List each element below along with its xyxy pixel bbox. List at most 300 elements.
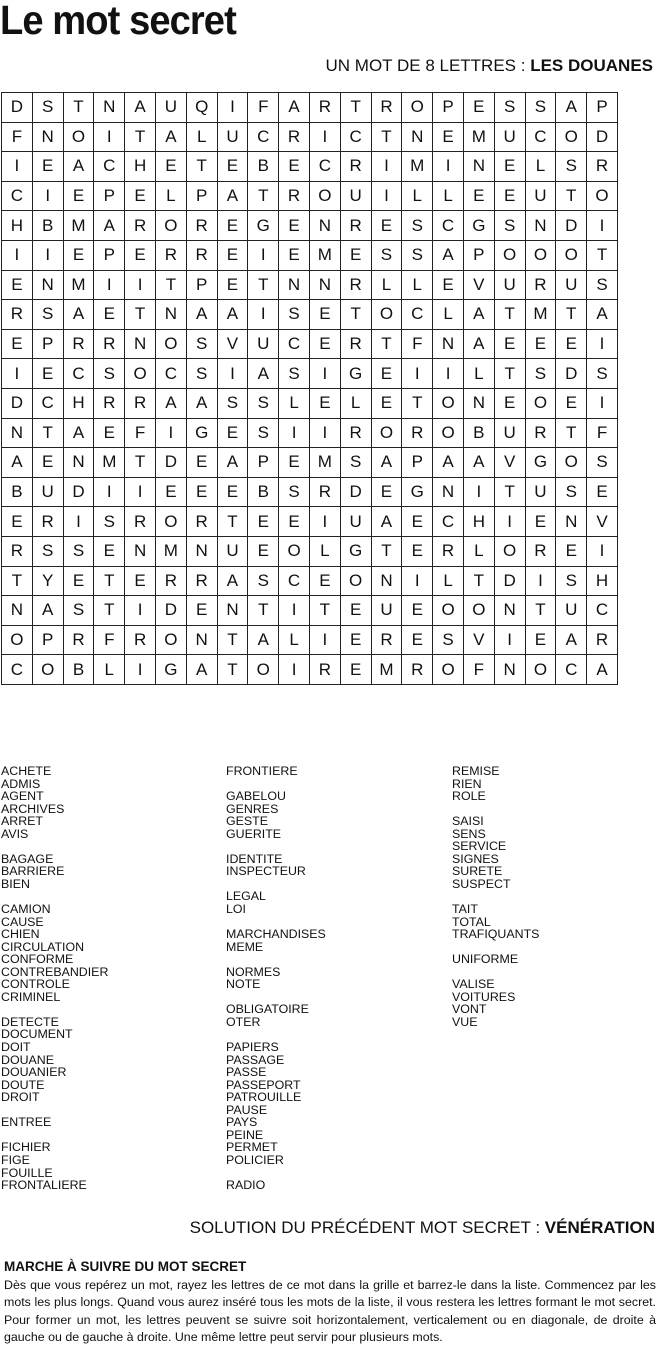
grid-cell[interactable]: C <box>279 566 310 596</box>
grid-cell[interactable]: I <box>2 240 33 270</box>
word-list-item[interactable]: CHIEN <box>1 927 40 942</box>
grid-cell[interactable]: R <box>279 122 310 152</box>
word-list-item[interactable]: GENRES <box>226 801 279 816</box>
grid-cell[interactable]: I <box>217 93 248 123</box>
grid-cell[interactable]: D <box>155 596 186 626</box>
grid-cell[interactable]: O <box>494 240 525 270</box>
grid-cell[interactable]: A <box>279 93 310 123</box>
grid-cell[interactable]: E <box>371 477 402 507</box>
grid-cell[interactable]: G <box>340 536 371 566</box>
grid-cell[interactable]: I <box>371 152 402 182</box>
grid-cell[interactable]: I <box>279 655 310 685</box>
grid-cell[interactable]: N <box>463 152 494 182</box>
grid-cell[interactable]: S <box>32 536 63 566</box>
grid-cell[interactable]: I <box>433 152 464 182</box>
grid-cell[interactable]: S <box>32 300 63 330</box>
word-list-item[interactable]: MEME <box>226 939 264 954</box>
word-list-item[interactable]: BAGAGE <box>1 851 54 866</box>
grid-cell[interactable]: M <box>309 448 340 478</box>
grid-cell[interactable]: A <box>32 596 63 626</box>
grid-cell[interactable]: A <box>248 359 279 389</box>
grid-cell[interactable]: A <box>556 93 587 123</box>
grid-cell[interactable]: O <box>155 625 186 655</box>
grid-cell[interactable]: E <box>371 388 402 418</box>
grid-cell[interactable]: I <box>125 596 156 626</box>
grid-cell[interactable]: M <box>94 448 125 478</box>
grid-cell[interactable]: R <box>125 507 156 537</box>
grid-cell[interactable]: R <box>587 152 618 182</box>
grid-cell[interactable]: I <box>248 300 279 330</box>
grid-cell[interactable]: T <box>94 596 125 626</box>
grid-cell[interactable]: U <box>340 507 371 537</box>
grid-cell[interactable]: R <box>155 240 186 270</box>
grid-cell[interactable]: A <box>217 566 248 596</box>
grid-cell[interactable]: R <box>309 477 340 507</box>
grid-cell[interactable]: E <box>186 596 217 626</box>
word-list-item[interactable]: FOUILLE <box>1 1165 53 1180</box>
word-list-item[interactable]: ROLE <box>452 789 486 804</box>
grid-cell[interactable]: C <box>2 655 33 685</box>
grid-cell[interactable]: I <box>587 388 618 418</box>
grid-cell[interactable]: H <box>587 566 618 596</box>
grid-cell[interactable]: C <box>309 152 340 182</box>
grid-cell[interactable]: D <box>2 388 33 418</box>
grid-cell[interactable]: E <box>279 448 310 478</box>
grid-cell[interactable]: S <box>186 359 217 389</box>
grid-cell[interactable]: N <box>217 596 248 626</box>
word-list-item[interactable]: NOTE <box>226 977 261 992</box>
grid-cell[interactable]: T <box>248 270 279 300</box>
grid-cell[interactable]: N <box>186 536 217 566</box>
grid-cell[interactable]: E <box>217 152 248 182</box>
word-list-item[interactable]: PAUSE <box>226 1102 268 1117</box>
grid-cell[interactable]: S <box>433 625 464 655</box>
grid-cell[interactable]: O <box>525 388 556 418</box>
grid-cell[interactable]: C <box>433 211 464 241</box>
grid-cell[interactable]: S <box>217 388 248 418</box>
grid-cell[interactable]: R <box>309 93 340 123</box>
grid-cell[interactable]: G <box>402 477 433 507</box>
grid-cell[interactable]: T <box>248 181 279 211</box>
grid-cell[interactable]: U <box>155 93 186 123</box>
grid-cell[interactable]: I <box>2 152 33 182</box>
grid-cell[interactable]: O <box>433 388 464 418</box>
grid-cell[interactable]: R <box>402 655 433 685</box>
grid-cell[interactable]: R <box>279 181 310 211</box>
grid-cell[interactable]: V <box>463 270 494 300</box>
grid-cell[interactable]: G <box>155 655 186 685</box>
grid-cell[interactable]: D <box>63 477 94 507</box>
grid-cell[interactable]: C <box>248 122 279 152</box>
grid-cell[interactable]: S <box>279 477 310 507</box>
grid-cell[interactable]: G <box>248 211 279 241</box>
grid-cell[interactable]: P <box>186 181 217 211</box>
grid-cell[interactable]: T <box>217 655 248 685</box>
word-list-item[interactable]: VOITURES <box>452 989 516 1004</box>
grid-cell[interactable]: O <box>556 240 587 270</box>
grid-cell[interactable]: E <box>556 329 587 359</box>
grid-cell[interactable]: S <box>63 596 94 626</box>
grid-cell[interactable]: D <box>2 93 33 123</box>
grid-cell[interactable]: T <box>63 93 94 123</box>
grid-cell[interactable]: T <box>217 625 248 655</box>
word-list-item[interactable]: PATROUILLE <box>226 1090 302 1105</box>
word-list-item[interactable]: DOIT <box>1 1040 31 1055</box>
grid-cell[interactable]: C <box>587 596 618 626</box>
grid-cell[interactable]: S <box>587 359 618 389</box>
grid-cell[interactable]: A <box>217 448 248 478</box>
grid-cell[interactable]: F <box>587 418 618 448</box>
grid-cell[interactable]: T <box>340 93 371 123</box>
grid-cell[interactable]: B <box>248 477 279 507</box>
grid-cell[interactable]: E <box>340 240 371 270</box>
grid-cell[interactable]: M <box>63 270 94 300</box>
word-list-item[interactable]: PASSAGE <box>226 1052 285 1067</box>
word-list-item[interactable]: DETECTE <box>1 1014 59 1029</box>
grid-cell[interactable]: Y <box>32 566 63 596</box>
grid-cell[interactable]: T <box>402 388 433 418</box>
grid-cell[interactable]: A <box>155 122 186 152</box>
grid-cell[interactable]: U <box>248 329 279 359</box>
grid-cell[interactable]: I <box>125 655 156 685</box>
grid-cell[interactable]: M <box>463 122 494 152</box>
grid-cell[interactable]: S <box>279 359 310 389</box>
word-list-item[interactable]: CONTROLE <box>1 977 70 992</box>
grid-cell[interactable]: Q <box>186 93 217 123</box>
grid-cell[interactable]: E <box>402 536 433 566</box>
grid-cell[interactable]: U <box>371 596 402 626</box>
grid-cell[interactable]: U <box>217 536 248 566</box>
grid-cell[interactable]: A <box>587 655 618 685</box>
grid-cell[interactable]: E <box>248 507 279 537</box>
grid-cell[interactable]: E <box>217 418 248 448</box>
grid-cell[interactable]: R <box>186 211 217 241</box>
grid-cell[interactable]: N <box>32 122 63 152</box>
grid-cell[interactable]: N <box>94 93 125 123</box>
grid-cell[interactable]: S <box>340 448 371 478</box>
grid-cell[interactable]: C <box>279 329 310 359</box>
grid-cell[interactable]: S <box>494 93 525 123</box>
word-list-item[interactable]: ARCHIVES <box>1 801 65 816</box>
grid-cell[interactable]: D <box>340 477 371 507</box>
word-list-item[interactable]: RADIO <box>226 1178 266 1193</box>
grid-cell[interactable]: E <box>402 507 433 537</box>
word-list-item[interactable]: OBLIGATOIRE <box>226 1002 309 1017</box>
grid-cell[interactable]: A <box>94 211 125 241</box>
grid-cell[interactable]: O <box>2 625 33 655</box>
grid-cell[interactable]: T <box>371 329 402 359</box>
word-list-item[interactable]: DROIT <box>1 1090 40 1105</box>
grid-cell[interactable]: T <box>32 418 63 448</box>
grid-cell[interactable]: U <box>217 122 248 152</box>
grid-cell[interactable]: R <box>125 211 156 241</box>
grid-cell[interactable]: V <box>587 507 618 537</box>
grid-cell[interactable]: U <box>340 181 371 211</box>
grid-cell[interactable]: T <box>371 122 402 152</box>
word-list-item[interactable]: ARRET <box>1 814 43 829</box>
grid-cell[interactable]: I <box>309 359 340 389</box>
grid-cell[interactable]: A <box>63 418 94 448</box>
grid-cell[interactable]: N <box>494 655 525 685</box>
grid-cell[interactable]: V <box>463 625 494 655</box>
grid-cell[interactable]: N <box>433 477 464 507</box>
grid-cell[interactable]: E <box>309 566 340 596</box>
grid-cell[interactable]: T <box>463 566 494 596</box>
grid-cell[interactable]: L <box>402 181 433 211</box>
word-list-item[interactable]: SIGNES <box>452 851 499 866</box>
grid-cell[interactable]: S <box>556 477 587 507</box>
grid-cell[interactable]: M <box>63 211 94 241</box>
grid-cell[interactable]: C <box>63 359 94 389</box>
grid-cell[interactable]: I <box>32 181 63 211</box>
grid-cell[interactable]: E <box>587 477 618 507</box>
grid-cell[interactable]: T <box>155 270 186 300</box>
grid-cell[interactable]: L <box>525 152 556 182</box>
word-list-item[interactable]: CONFORME <box>1 952 74 967</box>
grid-cell[interactable]: E <box>186 448 217 478</box>
grid-cell[interactable]: O <box>525 655 556 685</box>
word-list-item[interactable]: VONT <box>452 1002 487 1017</box>
grid-cell[interactable]: E <box>525 507 556 537</box>
grid-cell[interactable]: E <box>309 300 340 330</box>
grid-cell[interactable]: E <box>371 359 402 389</box>
grid-cell[interactable]: L <box>463 359 494 389</box>
grid-cell[interactable]: L <box>433 300 464 330</box>
grid-cell[interactable]: E <box>217 477 248 507</box>
grid-cell[interactable]: T <box>494 359 525 389</box>
grid-cell[interactable]: S <box>525 359 556 389</box>
word-list-item[interactable]: AVIS <box>1 826 29 841</box>
grid-cell[interactable]: L <box>371 270 402 300</box>
grid-cell[interactable]: S <box>248 418 279 448</box>
grid-cell[interactable]: I <box>494 625 525 655</box>
grid-cell[interactable]: I <box>309 418 340 448</box>
grid-cell[interactable]: T <box>556 418 587 448</box>
grid-cell[interactable]: A <box>248 625 279 655</box>
grid-cell[interactable]: R <box>186 240 217 270</box>
grid-cell[interactable]: I <box>402 359 433 389</box>
grid-cell[interactable]: T <box>94 566 125 596</box>
grid-cell[interactable]: I <box>248 240 279 270</box>
grid-cell[interactable]: I <box>94 122 125 152</box>
word-list-item[interactable]: FICHIER <box>1 1140 51 1155</box>
grid-cell[interactable]: D <box>494 566 525 596</box>
word-list-item[interactable]: DOUTE <box>1 1077 45 1092</box>
grid-cell[interactable]: F <box>2 122 33 152</box>
grid-cell[interactable]: F <box>402 329 433 359</box>
grid-cell[interactable]: P <box>248 448 279 478</box>
grid-cell[interactable]: N <box>309 270 340 300</box>
grid-cell[interactable]: E <box>494 329 525 359</box>
grid-cell[interactable]: O <box>279 536 310 566</box>
grid-cell[interactable]: N <box>125 536 156 566</box>
grid-cell[interactable]: P <box>32 329 63 359</box>
grid-cell[interactable]: A <box>186 655 217 685</box>
grid-cell[interactable]: O <box>494 536 525 566</box>
grid-cell[interactable]: U <box>556 270 587 300</box>
grid-cell[interactable]: S <box>279 300 310 330</box>
grid-cell[interactable]: R <box>94 388 125 418</box>
grid-cell[interactable]: V <box>494 448 525 478</box>
grid-cell[interactable]: E <box>94 300 125 330</box>
grid-cell[interactable]: T <box>217 507 248 537</box>
grid-cell[interactable]: M <box>371 655 402 685</box>
grid-cell[interactable]: E <box>63 240 94 270</box>
grid-cell[interactable]: N <box>32 270 63 300</box>
grid-cell[interactable]: R <box>340 418 371 448</box>
grid-cell[interactable]: C <box>32 388 63 418</box>
word-list-item[interactable]: ADMIS <box>1 776 41 791</box>
grid-cell[interactable]: M <box>309 240 340 270</box>
grid-cell[interactable]: U <box>494 418 525 448</box>
word-list-item[interactable]: DOCUMENT <box>1 1027 73 1042</box>
word-list-item[interactable]: CRIMINEL <box>1 989 61 1004</box>
grid-cell[interactable]: P <box>32 625 63 655</box>
grid-cell[interactable]: O <box>371 300 402 330</box>
grid-cell[interactable]: O <box>155 329 186 359</box>
grid-cell[interactable]: N <box>155 300 186 330</box>
grid-cell[interactable]: L <box>186 122 217 152</box>
grid-cell[interactable]: E <box>217 270 248 300</box>
grid-cell[interactable]: I <box>279 596 310 626</box>
grid-cell[interactable]: E <box>556 388 587 418</box>
grid-cell[interactable]: E <box>279 211 310 241</box>
grid-cell[interactable]: L <box>309 536 340 566</box>
grid-cell[interactable]: O <box>63 122 94 152</box>
word-list-item[interactable]: CONTREBANDIER <box>1 964 109 979</box>
word-list-item[interactable]: NORMES <box>226 964 281 979</box>
word-list-item[interactable]: BIEN <box>1 876 30 891</box>
grid-cell[interactable]: E <box>279 507 310 537</box>
grid-cell[interactable]: L <box>433 566 464 596</box>
word-list-item[interactable]: DOUANIER <box>1 1065 67 1080</box>
grid-cell[interactable]: F <box>463 655 494 685</box>
grid-cell[interactable]: E <box>32 152 63 182</box>
grid-cell[interactable]: T <box>125 448 156 478</box>
grid-cell[interactable]: N <box>556 507 587 537</box>
grid-cell[interactable]: T <box>340 300 371 330</box>
word-list-item[interactable]: GABELOU <box>226 789 286 804</box>
grid-cell[interactable]: I <box>494 507 525 537</box>
grid-cell[interactable]: S <box>525 93 556 123</box>
grid-cell[interactable]: I <box>463 477 494 507</box>
grid-cell[interactable]: P <box>587 93 618 123</box>
grid-cell[interactable]: I <box>433 359 464 389</box>
grid-cell[interactable]: E <box>217 211 248 241</box>
grid-cell[interactable]: R <box>587 625 618 655</box>
grid-cell[interactable]: R <box>340 152 371 182</box>
grid-cell[interactable]: O <box>433 418 464 448</box>
grid-cell[interactable]: L <box>433 181 464 211</box>
grid-cell[interactable]: O <box>463 596 494 626</box>
grid-cell[interactable]: I <box>402 566 433 596</box>
grid-cell[interactable]: U <box>494 122 525 152</box>
grid-cell[interactable]: D <box>155 448 186 478</box>
grid-cell[interactable]: R <box>125 388 156 418</box>
word-list-item[interactable]: UNIFORME <box>452 952 519 967</box>
grid-cell[interactable]: E <box>494 388 525 418</box>
grid-cell[interactable]: R <box>309 655 340 685</box>
word-list-item[interactable]: INSPECTEUR <box>226 864 306 879</box>
grid-cell[interactable]: U <box>556 596 587 626</box>
grid-cell[interactable]: A <box>186 388 217 418</box>
grid-cell[interactable]: H <box>125 152 156 182</box>
grid-cell[interactable]: V <box>217 329 248 359</box>
word-list-item[interactable]: SENS <box>452 826 486 841</box>
grid-cell[interactable]: M <box>402 152 433 182</box>
grid-cell[interactable]: S <box>32 93 63 123</box>
grid-cell[interactable]: N <box>371 566 402 596</box>
grid-cell[interactable]: A <box>2 448 33 478</box>
grid-cell[interactable]: E <box>371 211 402 241</box>
grid-cell[interactable]: A <box>217 300 248 330</box>
grid-cell[interactable]: L <box>340 388 371 418</box>
word-list-item[interactable]: CAUSE <box>1 914 44 929</box>
grid-cell[interactable]: O <box>32 655 63 685</box>
grid-cell[interactable]: R <box>155 566 186 596</box>
grid-cell[interactable]: E <box>494 152 525 182</box>
grid-cell[interactable]: O <box>556 448 587 478</box>
word-list-item[interactable]: REMISE <box>452 764 500 778</box>
grid-cell[interactable]: N <box>433 329 464 359</box>
grid-cell[interactable]: M <box>525 300 556 330</box>
grid-cell[interactable]: P <box>186 270 217 300</box>
grid-cell[interactable]: S <box>494 211 525 241</box>
word-list-item[interactable]: SUSPECT <box>452 876 511 891</box>
grid-cell[interactable]: O <box>371 418 402 448</box>
word-list-item[interactable]: FIGE <box>1 1152 30 1167</box>
word-list-item[interactable]: TAIT <box>452 902 478 917</box>
grid-cell[interactable]: C <box>402 300 433 330</box>
word-list-item[interactable]: PASSE <box>226 1065 267 1080</box>
grid-cell[interactable]: C <box>94 152 125 182</box>
grid-cell[interactable]: L <box>463 536 494 566</box>
grid-cell[interactable]: S <box>94 507 125 537</box>
grid-cell[interactable]: E <box>309 388 340 418</box>
grid-cell[interactable]: E <box>494 181 525 211</box>
grid-cell[interactable]: I <box>63 507 94 537</box>
word-list-item[interactable]: IDENTITE <box>226 851 283 866</box>
grid-cell[interactable]: H <box>463 507 494 537</box>
grid-cell[interactable]: B <box>32 211 63 241</box>
grid-cell[interactable]: R <box>525 270 556 300</box>
grid-cell[interactable]: U <box>32 477 63 507</box>
grid-cell[interactable]: T <box>556 181 587 211</box>
grid-cell[interactable]: E <box>63 566 94 596</box>
grid-cell[interactable]: E <box>463 93 494 123</box>
grid-cell[interactable]: T <box>525 596 556 626</box>
grid-cell[interactable]: R <box>2 536 33 566</box>
word-list-item[interactable]: FRONTALIERE <box>1 1178 87 1193</box>
grid-cell[interactable]: A <box>463 300 494 330</box>
grid-cell[interactable]: I <box>217 359 248 389</box>
grid-cell[interactable]: E <box>32 448 63 478</box>
grid-cell[interactable]: A <box>63 300 94 330</box>
grid-cell[interactable]: L <box>155 181 186 211</box>
grid-cell[interactable]: E <box>248 536 279 566</box>
grid-cell[interactable]: R <box>186 566 217 596</box>
grid-cell[interactable]: P <box>463 240 494 270</box>
grid-cell[interactable]: U <box>525 477 556 507</box>
grid-cell[interactable]: U <box>494 270 525 300</box>
grid-cell[interactable]: S <box>556 152 587 182</box>
grid-cell[interactable]: D <box>556 211 587 241</box>
grid-cell[interactable]: I <box>2 359 33 389</box>
word-list-item[interactable]: GUERITE <box>226 826 282 841</box>
grid-cell[interactable]: E <box>402 625 433 655</box>
grid-cell[interactable]: E <box>2 270 33 300</box>
grid-cell[interactable]: E <box>155 152 186 182</box>
